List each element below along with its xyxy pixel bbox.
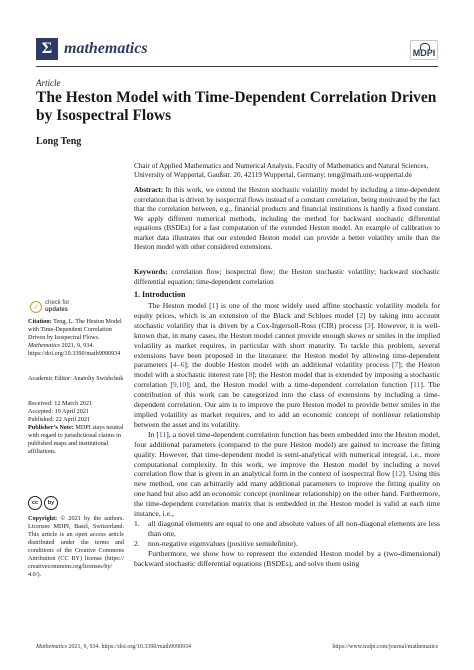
copyright-label: Copyright: bbox=[28, 515, 58, 522]
ref-link[interactable]: 12 bbox=[394, 469, 403, 479]
cc-license-badge[interactable] bbox=[28, 496, 58, 510]
ref-link[interactable]: 8 bbox=[248, 370, 253, 380]
published-date: Published: 22 April 2021 bbox=[28, 416, 91, 423]
page-footer bbox=[36, 644, 438, 650]
footer-journal-url[interactable]: https://www.mdpi.com/journal/mathematics bbox=[332, 644, 438, 650]
journal-name[interactable]: mathematics bbox=[64, 40, 148, 57]
paragraph-2: In [11], a novel time-dependent correlation function has been embedded into the Heston model, four additional parameters (compared to the pure Heston model) are gained to increase the fitting quality. However, that time-dependent model is semi-analytical with numerical integral, i.e., more computational complexity. In this work, we improve the Heston model by including a novel correlation flow that is given in an analytical form in the context of isospectral flow [12]. Using this new method, one can arbitrarily add many additional parameters to improve the fitting quality on one hand but also add an economic concept (nonlinear relationship) on the other hand. Furthermore, the time-dependent correlation matrix that is embedded in the Heston model is valid at each time instance, i.e., bbox=[134, 429, 440, 519]
footer-journal: Mathematics bbox=[36, 644, 67, 650]
ref-link[interactable]: 2 bbox=[359, 310, 364, 320]
citation-journal: Mathematics bbox=[28, 342, 60, 349]
check-line2: updates bbox=[45, 306, 69, 313]
mdpi-logo[interactable]: MDPI bbox=[410, 40, 438, 60]
header-rule bbox=[36, 66, 438, 67]
mdpi-mark-icon bbox=[420, 43, 430, 50]
publisher-note-text: MDPI stays neutral with regard to jurisdictional claims in published maps and institutional affiliations. bbox=[28, 424, 124, 455]
body-text bbox=[134, 301, 440, 568]
article-title: The Heston Model with Time-Dependent Correlation Driven by Isospectral Flows bbox=[36, 89, 437, 124]
article-type: Article bbox=[36, 78, 61, 88]
ref-link[interactable]: 7 bbox=[394, 360, 399, 370]
abstract-text: In this work, we extend the Heston stochastic volatility model by including a time-dependent correlation that is driven by isospectral flows instead of a constant correlation, being motivated by the fact that the correlation between, e.g., financial products and financial institutions is hardly a fixed constant. We apply different numerical methods, including the method for backward stochastic differential equations (BSDEs) for a fast computation of the extended Heston model. An example of calibration to market data illustrates that our extended Heston model can provide a better volatility smile than the Heston model with other considered extensions. bbox=[134, 186, 440, 251]
publisher-note-label: Publisher’s Note: bbox=[28, 424, 74, 431]
copyright-text: © 2021 by the authors. Licensee MDPI, Basel, Switzerland. This article is an open access article distributed under the terms and conditions of the Creative Commons Attribution (CC BY) license (https:// creativecommons.org/licenses/by/ 4.0/). bbox=[28, 515, 125, 578]
paragraph-3: Furthermore, we show how to represent the extended Heston model by a (two-dimensional) backward stochastic differential equations (BSDEs), and solve them using bbox=[134, 548, 440, 568]
ref-link[interactable]: 4–6 bbox=[172, 360, 185, 370]
accepted-date: Accepted: 19 April 2021 bbox=[28, 408, 90, 415]
by-icon: by bbox=[44, 496, 58, 510]
journal-logo: Σ bbox=[36, 38, 58, 60]
footer-doi[interactable]: 2021, 9, 934. https://doi.org/10.3390/math9090934 bbox=[68, 644, 192, 650]
ref-link[interactable]: 1 bbox=[211, 301, 216, 310]
author-name: Long Teng bbox=[36, 136, 82, 147]
copyright bbox=[28, 515, 124, 579]
affiliation: Chair of Applied Mathematics and Numerical Analysis, Faculty of Mathematics and Natural Sciences, University of Wuppertal, Gaußstr. 20, 42119 Wuppertal, Germany; teng@math.uni-wuppertal.de bbox=[134, 162, 429, 179]
check-icon: ✓ bbox=[30, 301, 42, 313]
list-item: 1. all diagonal elements are equal to one and absolute values of all non-diagonal elements are less than one, bbox=[134, 518, 440, 538]
keywords-text: correlation flow; isospectral flow; the Heston stochastic volatility; backward stochastic differential equation; time-dependent correlation bbox=[134, 268, 440, 286]
ref-link[interactable]: 9,10 bbox=[172, 380, 187, 390]
citation-label: Citation: bbox=[28, 318, 52, 325]
ref-link[interactable]: 3 bbox=[366, 320, 371, 330]
dates bbox=[28, 400, 124, 424]
section-heading: 1. Introduction bbox=[134, 290, 186, 299]
publisher-note bbox=[28, 424, 124, 456]
citation bbox=[28, 318, 124, 358]
list-item: 2. non-negative eigenvalues (positive semidefinite). bbox=[134, 538, 298, 548]
paragraph-1: The Heston model [1] is one of the most widely used affine stochastic volatility models for equity prices, which is an extension of the Black and Schloes model [2] by taking into account stochastic volatility that is driven by a Cox-Ingersoll-Ross (CIR) process [3]. However, it is well-known that, in many cases, the Heston model cannot provide enough skews or smiles in the implied volatility as market requires, in particular with short maturity. To tackle this problem, several extensions have been proposed in the literature: the Heston model by allowing time-dependent parameters [4–6]; the double Heston model with an additional volatility process [7]; the Heston model with a stochastic interest rate [8]; the Heston model that is extended by imposing a stochastic correlation [9,10]; and, the Heston model with a time-dependent correlation function [11]. The contribution of this work can be categorized into the class of extensions by including a time-dependent correlation. Our aim is to improve the pure Heston model to provide better smiles in the implied volatility as market requires, and to add an economic concept of nonlinear relationship between the asset and its volatility. bbox=[134, 301, 441, 429]
ref-link[interactable]: 11 bbox=[158, 429, 167, 439]
cc-icon: cc bbox=[28, 496, 42, 510]
keywords-label: Keywords: bbox=[134, 268, 168, 276]
ref-link[interactable]: 11 bbox=[413, 380, 421, 390]
keywords bbox=[134, 268, 440, 287]
received-date: Received: 12 March 2021 bbox=[28, 400, 93, 407]
check-for-updates-badge[interactable] bbox=[30, 300, 69, 313]
citation-text: Teng, L. The Heston Model with Time-Dependent Correlation Driven by Isospectral Flows. bbox=[28, 318, 122, 341]
check-line1: check for bbox=[45, 300, 70, 306]
academic-editor: Academic Editor: Anatoliy Swishchuk bbox=[28, 375, 124, 382]
abstract-label: Abstract: bbox=[134, 186, 164, 194]
abstract bbox=[134, 186, 440, 253]
citation-doi[interactable]: 2021, 9, 934. https://doi.org/10.3390/math9090934 bbox=[28, 342, 121, 357]
